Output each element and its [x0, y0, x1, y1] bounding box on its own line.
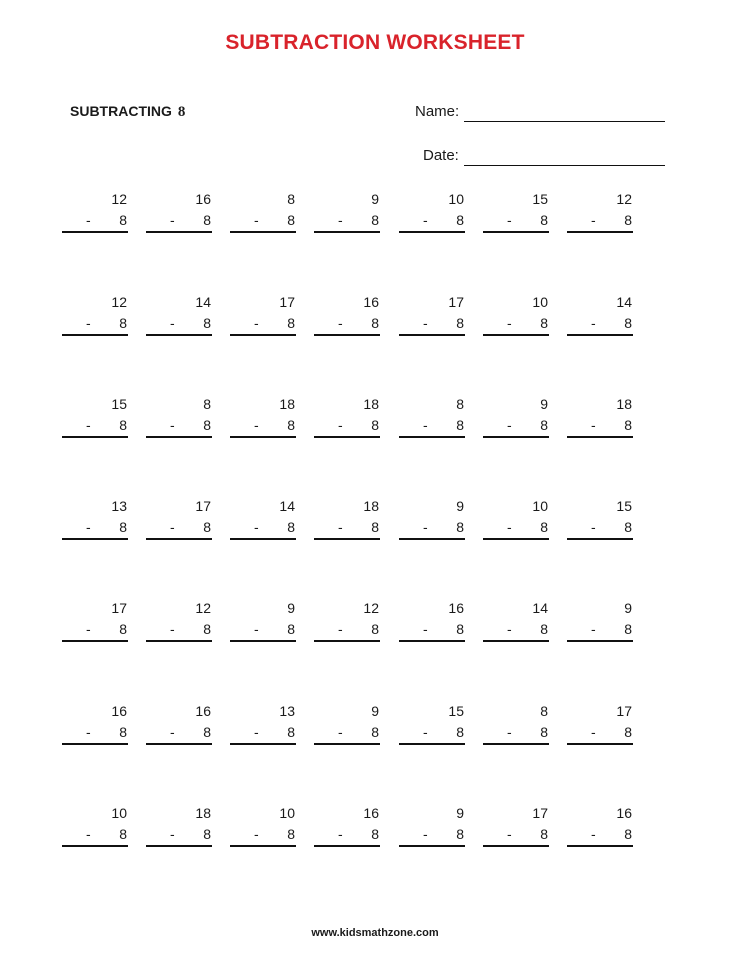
subtrahend: 8: [203, 212, 211, 228]
subtrahend: 8: [287, 315, 295, 331]
minuend: 17: [616, 703, 632, 719]
topic-label: SUBTRACTING: [70, 103, 172, 119]
minuend: 18: [363, 498, 379, 514]
problem: [230, 703, 296, 749]
subtrahend: 8: [540, 315, 548, 331]
problem: [146, 805, 212, 851]
subtrahend: 8: [540, 826, 548, 842]
date-label: Date:: [423, 147, 459, 164]
problem: [146, 396, 212, 442]
minus-sign: -: [423, 724, 428, 740]
problem: [62, 396, 128, 442]
subtrahend: 8: [456, 621, 464, 637]
minus-sign: -: [254, 519, 259, 535]
minus-sign: -: [591, 212, 596, 228]
minus-sign: -: [591, 315, 596, 331]
problem: [399, 703, 465, 749]
minuend: 10: [532, 294, 548, 310]
minuend: 18: [616, 396, 632, 412]
subtrahend: 8: [203, 826, 211, 842]
minus-sign: -: [423, 315, 428, 331]
minuend: 15: [111, 396, 127, 412]
subtrahend: 8: [624, 212, 632, 228]
answer-line[interactable]: [62, 231, 128, 233]
minuend: 16: [195, 191, 211, 207]
minus-sign: -: [170, 724, 175, 740]
subtrahend: 8: [287, 621, 295, 637]
answer-line[interactable]: [483, 845, 549, 847]
minus-sign: -: [254, 417, 259, 433]
problem: [483, 805, 549, 851]
minus-sign: -: [254, 315, 259, 331]
problem: [567, 600, 633, 646]
minus-sign: -: [507, 212, 512, 228]
answer-line[interactable]: [146, 231, 212, 233]
problem: [399, 498, 465, 544]
minus-sign: -: [338, 724, 343, 740]
answer-line[interactable]: [483, 436, 549, 438]
problem: [483, 498, 549, 544]
minuend: 17: [279, 294, 295, 310]
minus-sign: -: [591, 621, 596, 637]
minuend: 15: [532, 191, 548, 207]
problem: [567, 805, 633, 851]
minus-sign: -: [170, 519, 175, 535]
answer-line[interactable]: [230, 334, 296, 336]
minuend: 14: [532, 600, 548, 616]
minuend: 14: [616, 294, 632, 310]
minus-sign: -: [86, 417, 91, 433]
problem: [399, 191, 465, 237]
problem: [146, 498, 212, 544]
subtrahend: 8: [287, 417, 295, 433]
minus-sign: -: [338, 826, 343, 842]
subtrahend: 8: [203, 519, 211, 535]
answer-line[interactable]: [146, 334, 212, 336]
minus-sign: -: [86, 315, 91, 331]
answer-line[interactable]: [62, 640, 128, 642]
subtrahend: 8: [456, 519, 464, 535]
problem: [314, 294, 380, 340]
answer-line[interactable]: [62, 334, 128, 336]
minuend: 17: [532, 805, 548, 821]
problem: [146, 600, 212, 646]
footer-website: www.kidsmathzone.com: [311, 927, 439, 939]
subtrahend: 8: [456, 417, 464, 433]
minuend: 10: [448, 191, 464, 207]
subtrahend: 8: [287, 724, 295, 740]
subtrahend: 8: [371, 315, 379, 331]
minus-sign: -: [170, 315, 175, 331]
answer-line[interactable]: [146, 845, 212, 847]
minus-sign: -: [86, 212, 91, 228]
minuend: 12: [363, 600, 379, 616]
minuend: 12: [195, 600, 211, 616]
answer-line[interactable]: [146, 436, 212, 438]
minuend: 12: [111, 294, 127, 310]
minuend: 16: [195, 703, 211, 719]
subtrahend: 8: [624, 315, 632, 331]
subtrahend: 8: [203, 417, 211, 433]
minus-sign: -: [423, 212, 428, 228]
subtrahend: 8: [119, 417, 127, 433]
answer-line[interactable]: [567, 231, 633, 233]
answer-line[interactable]: [399, 436, 465, 438]
minus-sign: -: [254, 212, 259, 228]
minuend: 17: [448, 294, 464, 310]
minus-sign: -: [423, 621, 428, 637]
answer-line[interactable]: [314, 845, 380, 847]
subtrahend: 8: [624, 621, 632, 637]
minuend: 9: [287, 600, 295, 616]
minuend: 16: [111, 703, 127, 719]
problem: [230, 294, 296, 340]
answer-line[interactable]: [62, 436, 128, 438]
minus-sign: -: [338, 519, 343, 535]
answer-line[interactable]: [314, 640, 380, 642]
subtrahend: 8: [456, 212, 464, 228]
minuend: 8: [287, 191, 295, 207]
problem: [314, 498, 380, 544]
minus-sign: -: [338, 621, 343, 637]
subtrahend: 8: [287, 826, 295, 842]
problem: [62, 805, 128, 851]
problem: [314, 396, 380, 442]
answer-line[interactable]: [314, 538, 380, 540]
minuend: 18: [279, 396, 295, 412]
answer-line[interactable]: [230, 436, 296, 438]
answer-line[interactable]: [314, 231, 380, 233]
answer-line[interactable]: [567, 743, 633, 745]
problem: [62, 294, 128, 340]
answer-line[interactable]: [62, 743, 128, 745]
problem: [314, 191, 380, 237]
subtrahend: 8: [540, 621, 548, 637]
subtrahend: 8: [371, 212, 379, 228]
subtrahend: 8: [287, 212, 295, 228]
problem: [62, 600, 128, 646]
subtrahend: 8: [287, 519, 295, 535]
worksheet-title: SUBTRACTION WORKSHEET: [225, 31, 525, 54]
problem: [483, 703, 549, 749]
answer-line[interactable]: [230, 231, 296, 233]
minuend: 17: [195, 498, 211, 514]
subtrahend: 8: [119, 519, 127, 535]
problem: [230, 396, 296, 442]
problem: [314, 703, 380, 749]
minus-sign: -: [507, 417, 512, 433]
subtrahend: 8: [371, 621, 379, 637]
answer-line[interactable]: [230, 743, 296, 745]
answer-line[interactable]: [314, 436, 380, 438]
problem: [399, 294, 465, 340]
minuend: 10: [532, 498, 548, 514]
minus-sign: -: [86, 519, 91, 535]
problem: [146, 703, 212, 749]
answer-line[interactable]: [399, 845, 465, 847]
subtrahend: 8: [624, 519, 632, 535]
minus-sign: -: [170, 621, 175, 637]
minuend: 9: [371, 703, 379, 719]
subtrahend: 8: [540, 212, 548, 228]
subtrahend: 8: [119, 724, 127, 740]
minuend: 10: [111, 805, 127, 821]
minus-sign: -: [254, 724, 259, 740]
minuend: 16: [448, 600, 464, 616]
minuend: 9: [456, 805, 464, 821]
answer-line[interactable]: [230, 845, 296, 847]
subtrahend: 8: [456, 315, 464, 331]
answer-line[interactable]: [230, 538, 296, 540]
answer-line[interactable]: [146, 538, 212, 540]
minuend: 15: [616, 498, 632, 514]
subtrahend: 8: [119, 826, 127, 842]
minus-sign: -: [591, 826, 596, 842]
answer-line[interactable]: [567, 538, 633, 540]
name-line[interactable]: [464, 121, 665, 122]
problem: [146, 294, 212, 340]
problem: [399, 805, 465, 851]
minus-sign: -: [254, 621, 259, 637]
answer-line[interactable]: [483, 743, 549, 745]
subtrahend: 8: [203, 315, 211, 331]
minus-sign: -: [170, 826, 175, 842]
subtrahend: 8: [456, 724, 464, 740]
minuend: 18: [195, 805, 211, 821]
problem: [230, 191, 296, 237]
subtrahend: 8: [624, 417, 632, 433]
subtrahend: 8: [203, 724, 211, 740]
subtrahend: 8: [540, 724, 548, 740]
problem: [230, 498, 296, 544]
answer-line[interactable]: [483, 334, 549, 336]
minus-sign: -: [591, 519, 596, 535]
minus-sign: -: [338, 417, 343, 433]
minuend: 14: [279, 498, 295, 514]
problem: [314, 600, 380, 646]
answer-line[interactable]: [314, 743, 380, 745]
problem: [146, 191, 212, 237]
answer-line[interactable]: [567, 436, 633, 438]
minus-sign: -: [86, 724, 91, 740]
problem: [567, 498, 633, 544]
minuend: 16: [363, 294, 379, 310]
minus-sign: -: [507, 315, 512, 331]
minus-sign: -: [86, 826, 91, 842]
minus-sign: -: [507, 519, 512, 535]
subtrahend: 8: [624, 826, 632, 842]
answer-line[interactable]: [567, 334, 633, 336]
answer-line[interactable]: [230, 640, 296, 642]
subtrahend: 8: [371, 724, 379, 740]
problem: [62, 498, 128, 544]
problem: [399, 396, 465, 442]
minuend: 13: [111, 498, 127, 514]
subtrahend: 8: [203, 621, 211, 637]
minuend: 12: [111, 191, 127, 207]
minus-sign: -: [423, 519, 428, 535]
minuend: 18: [363, 396, 379, 412]
subtrahend: 8: [371, 519, 379, 535]
name-label: Name:: [415, 103, 460, 120]
answer-line[interactable]: [314, 334, 380, 336]
minuend: 8: [203, 396, 211, 412]
answer-line[interactable]: [146, 743, 212, 745]
answer-line[interactable]: [146, 640, 212, 642]
problem: [314, 805, 380, 851]
minuend: 14: [195, 294, 211, 310]
subtrahend: 8: [371, 826, 379, 842]
minus-sign: -: [507, 826, 512, 842]
minuend: 8: [540, 703, 548, 719]
worksheet-topic: [70, 103, 185, 121]
problem: [483, 396, 549, 442]
minus-sign: -: [170, 212, 175, 228]
subtrahend: 8: [456, 826, 464, 842]
date-line[interactable]: [464, 165, 665, 166]
problem: [567, 703, 633, 749]
minus-sign: -: [170, 417, 175, 433]
minuend: 17: [111, 600, 127, 616]
subtrahend: 8: [371, 417, 379, 433]
answer-line[interactable]: [62, 845, 128, 847]
minuend: 13: [279, 703, 295, 719]
minus-sign: -: [338, 315, 343, 331]
problem: [567, 294, 633, 340]
minus-sign: -: [423, 826, 428, 842]
minuend: 16: [363, 805, 379, 821]
answer-line[interactable]: [399, 538, 465, 540]
minus-sign: -: [507, 621, 512, 637]
minus-sign: -: [254, 826, 259, 842]
problem: [62, 703, 128, 749]
minuend: 15: [448, 703, 464, 719]
minuend: 10: [279, 805, 295, 821]
subtrahend: 8: [119, 621, 127, 637]
answer-line[interactable]: [399, 640, 465, 642]
subtrahend: 8: [624, 724, 632, 740]
topic-number: 8: [177, 104, 186, 120]
answer-line[interactable]: [483, 231, 549, 233]
minus-sign: -: [507, 724, 512, 740]
minuend: 9: [540, 396, 548, 412]
minuend: 8: [456, 396, 464, 412]
subtrahend: 8: [119, 315, 127, 331]
problem: [567, 396, 633, 442]
minuend: 9: [371, 191, 379, 207]
problem: [567, 191, 633, 237]
problem: [483, 191, 549, 237]
problem: [483, 294, 549, 340]
answer-line[interactable]: [399, 334, 465, 336]
minus-sign: -: [591, 724, 596, 740]
answer-line[interactable]: [567, 640, 633, 642]
minus-sign: -: [423, 417, 428, 433]
minuend: 12: [616, 191, 632, 207]
problem: [399, 600, 465, 646]
answer-line[interactable]: [62, 538, 128, 540]
answer-line[interactable]: [567, 845, 633, 847]
subtrahend: 8: [119, 212, 127, 228]
answer-line[interactable]: [399, 743, 465, 745]
answer-line[interactable]: [483, 640, 549, 642]
minus-sign: -: [86, 621, 91, 637]
problem: [62, 191, 128, 237]
minuend: 9: [624, 600, 632, 616]
subtrahend: 8: [540, 519, 548, 535]
minus-sign: -: [591, 417, 596, 433]
answer-line[interactable]: [483, 538, 549, 540]
problem: [230, 805, 296, 851]
problem: [230, 600, 296, 646]
minuend: 9: [456, 498, 464, 514]
problem: [483, 600, 549, 646]
answer-line[interactable]: [399, 231, 465, 233]
minus-sign: -: [338, 212, 343, 228]
subtrahend: 8: [540, 417, 548, 433]
minuend: 16: [616, 805, 632, 821]
